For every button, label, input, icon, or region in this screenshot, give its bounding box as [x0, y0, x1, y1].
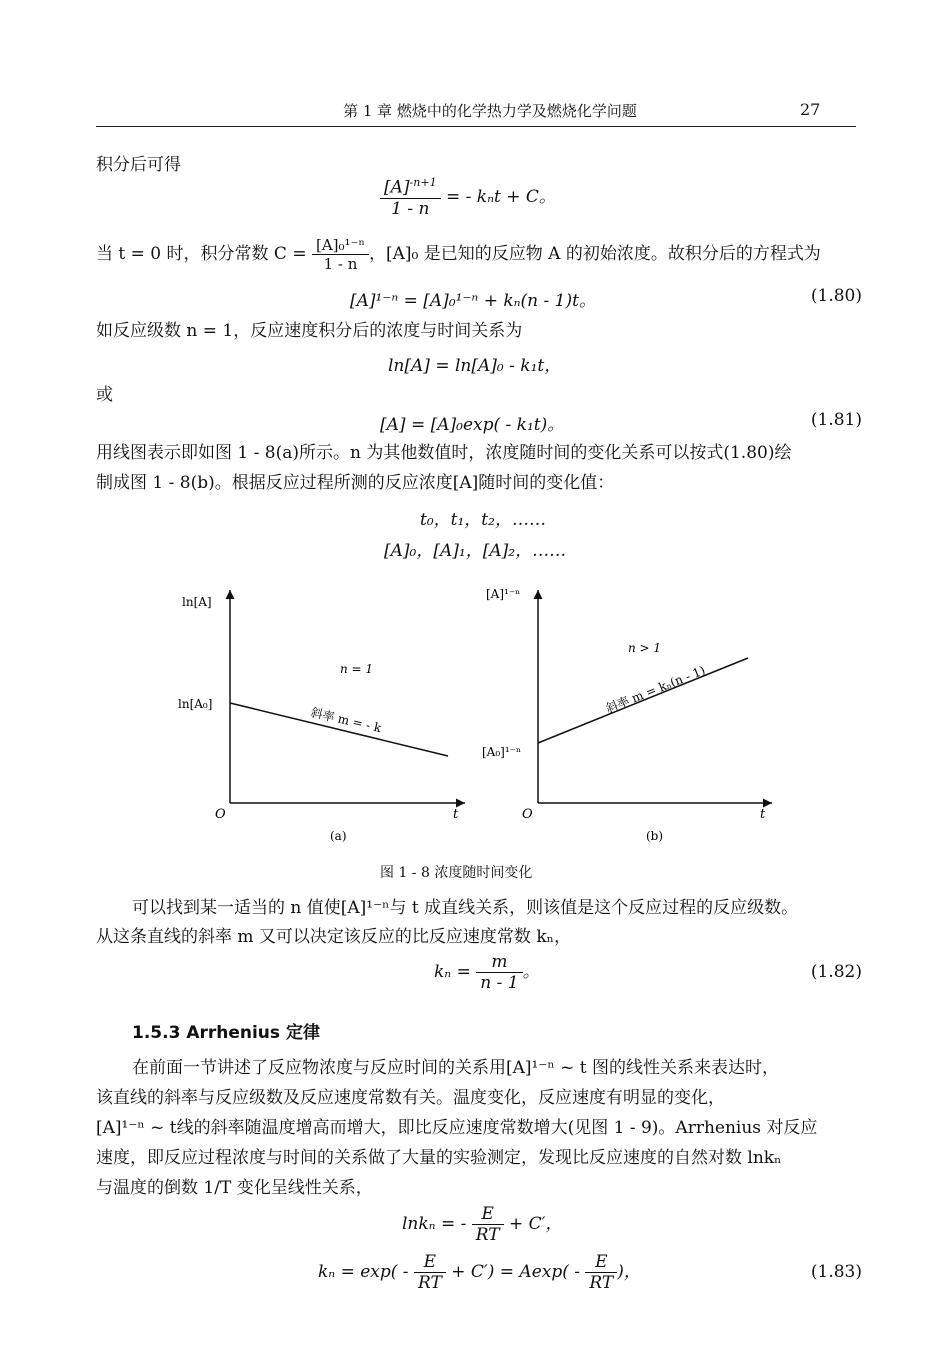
paragraph-2: 当 t = 0 时，积分常数 C = $\frac{\text{[A]₀¹⁻ⁿ}}{1 - n}$ ，[A]₀ 是已知的反应物 A 的初始浓度。故积分后的方程式为	[96, 236, 821, 273]
panel-a-origin: O	[215, 807, 226, 822]
paragraph-7-line-1: 在前面一节讲述了反应物浓度与反应时间的关系用[A]¹⁻ⁿ ~ t 图的线性关系来表达时，	[132, 1058, 779, 1078]
paragraph-4: 或	[96, 385, 113, 405]
panel-b-slope: 斜率 m = kₙ(n - 1)	[603, 663, 708, 716]
panel-a-label: (a)	[330, 829, 347, 843]
equation-number-1-80: (1.80)	[810, 286, 862, 306]
header-rule	[96, 126, 856, 127]
panel-b-ylabel: [A]¹⁻ⁿ	[486, 587, 521, 601]
figure-1-8	[160, 578, 800, 878]
equation-ln: ln[A] = ln[A]₀ - k₁t，	[388, 356, 562, 376]
paragraph-7-line-4: 速度，即反应过程浓度与时间的关系做了大量的实验测定，发现比反应速度的自然对数 lnkₙ	[96, 1148, 782, 1168]
figure-caption: 图 1 - 8 浓度随时间变化	[380, 865, 533, 881]
equation-number-1-81: (1.81)	[810, 410, 862, 430]
paragraph-7-line-3: [A]¹⁻ⁿ ~ t线的斜率随温度增高而增大，即比反应速度常数增大(见图 1 - 9)。Arrhenius 对反应	[96, 1118, 818, 1138]
paragraph-6-line-1: 可以找到某一适当的 n 值使[A]¹⁻ⁿ与 t 成直线关系，则该值是这个反应过程的反应级数。	[132, 898, 799, 918]
paragraph-5-line-1: 用线图表示即如图 1 - 8(a)所示。n 为其他数值时，浓度随时间的变化关系可以按式(1.80)绘	[96, 443, 792, 463]
panel-b-note: n > 1	[628, 641, 662, 655]
panel-a-note: n = 1	[340, 662, 374, 676]
panel-a-ylabel: ln[A]	[182, 595, 212, 609]
equation-number-1-82: (1.82)	[810, 962, 862, 982]
panel-a-xlabel: t	[453, 807, 459, 822]
equation-1-82: kₙ = $\frac{m}{n - 1}$ 。	[434, 952, 540, 993]
paragraph-7-line-2: 该直线的斜率与反应级数及反应速度常数有关。温度变化，反应速度有明显的变化，	[96, 1088, 725, 1108]
equation-number-1-83: (1.83)	[810, 1262, 862, 1282]
panel-b-y0: [A₀]¹⁻ⁿ	[482, 745, 522, 759]
paragraph-6-line-2: 从这条直线的斜率 m 又可以决定该反应的比反应速度常数 kₙ，	[96, 927, 571, 947]
panel-a-slope: 斜率 m = - k	[309, 705, 383, 736]
page-number: 27	[800, 100, 821, 119]
equation-1-81: [A] = [A]₀exp( - k₁t)。	[380, 415, 565, 435]
paragraph-5-line-2: 制成图 1 - 8(b)。根据反应过程所测的反应浓度[A]随时间的变化值：	[96, 473, 615, 493]
concentration-sequence: [A]₀，[A]₁，[A]₂，……	[384, 541, 567, 561]
equation-arrhenius-log: lnkₙ = - $\frac{E}{RT}$ + C′，	[402, 1204, 563, 1245]
equation-integrated: $\frac{[A]^{-n+1}}{1 - n}$ = - kₙt + C。	[380, 176, 556, 219]
paragraph-3: 如反应级数 n = 1，反应速度积分后的浓度与时间关系为	[96, 321, 523, 341]
equation-1-83: kₙ = exp( - $\frac{E}{RT}$ + C′) = Aexp( - $\frac{E}{RT}$ )，	[318, 1252, 641, 1293]
equation-1-80: [A]¹⁻ⁿ = [A]₀¹⁻ⁿ + kₙ(n - 1)t。	[350, 291, 596, 311]
time-sequence: t₀，t₁，t₂，……	[420, 510, 546, 530]
paragraph-1: 积分后可得	[96, 155, 181, 175]
panel-a-y0: ln[A₀]	[178, 697, 213, 711]
panel-b-origin: O	[522, 807, 533, 822]
panel-b-xlabel: t	[760, 807, 766, 822]
paragraph-7-line-5: 与温度的倒数 1/T 变化呈线性关系，	[96, 1178, 373, 1198]
running-header: 第 1 章 燃烧中的化学热力学及燃烧化学问题	[343, 102, 637, 120]
panel-b-label: (b)	[646, 829, 664, 843]
section-heading: 1.5.3 Arrhenius 定律	[132, 1023, 320, 1043]
